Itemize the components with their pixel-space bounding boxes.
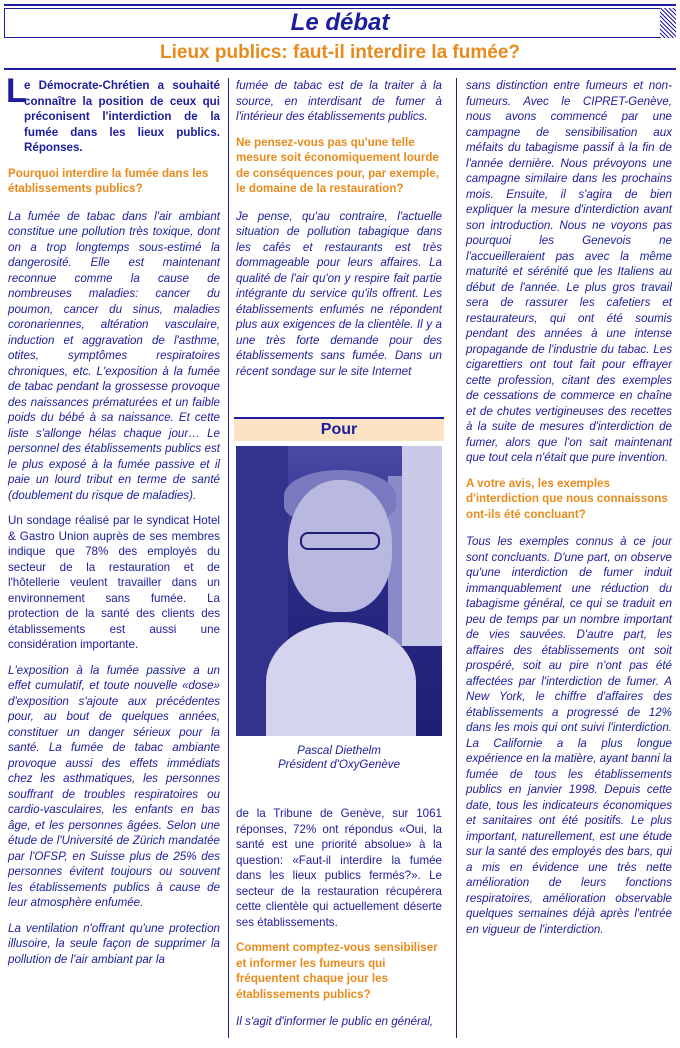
column-divider-2: [456, 78, 457, 1038]
headline-rule: [4, 68, 676, 70]
question-1: Pourquoi interdire la fumée dans les établissements publics?: [8, 166, 209, 195]
intro-paragraph: [6, 72, 220, 156]
question-4: A votre avis, les exemples d'interdiction que nous connaissons ont-ils été concluant?: [466, 476, 668, 521]
photo-book: [402, 446, 442, 646]
top-rule: [4, 4, 676, 6]
drop-cap: L: [6, 72, 27, 110]
answer-1-paragraph-4: La ventilation n'offrant qu'une protection illusoire, la seule façon de supprimer la pollution de l'air ambiant par la: [8, 921, 220, 966]
photo-caption: [236, 744, 442, 772]
pour-label: Pour: [320, 421, 358, 438]
question-2: Ne pensez-vous pas qu'une telle mesure soit économiquement lourde de conséquences pour, par exemple, le domaine de la restauration?: [236, 135, 439, 195]
column-2: [236, 78, 442, 389]
column-divider-1: [228, 78, 229, 1038]
section-header: [4, 8, 676, 38]
photo-shirt: [266, 622, 416, 736]
answer-4-paragraph-1: Tous les exemples connus à ce jour sont concluants. D'une part, on observe qu'une interdiction de fumer induit immanquablement une réduction du tabagisme général, ce qui se traduit en peu de temps par un nombre important de vies sauvées. D'autre part, les affaires des établissements ont soit prospéré, soit au pire n'ont pas été affectées par l'interdiction de fumer. A New York, le chiffre d'affaires des établissements a progressé de 12% dans les mois qui ont suivi l'interdiction. La Californie a la plus longue expérience en la matière, ayant banni la fumée de tous les établissements publics en janvier 1998. Depuis cette date, tous les indicateurs économiques et sanitaires ont été positifs. Le plus important, naturellement, est une étude sur la santé des employés des bars, qui a mis en évidence une très nette amélioration de leurs fonctions respiratoires, amélioration observable quelques semaines déjà après l'entrée en vigueur de l'interdiction.: [466, 535, 672, 936]
header-stripes-decoration: [660, 8, 676, 38]
column-1: [6, 72, 220, 977]
answer-3-paragraph-1: Il s'agit d'informer le public en général,: [236, 1015, 434, 1028]
caption-name: Pascal Diethelm: [297, 744, 381, 757]
column-2-lower: [236, 806, 442, 1040]
answer-2-paragraph-2: de la Tribune de Genève, sur 1061 réponses, 72% ont répondus «Oui, la santé est une priorité absolue» à la question: «Faut-il interdire la fumée dans les lieux publics fermés?». Le secteur de la restauration récupérera cette clientèle qui actuellement déserte ses établissements.: [236, 807, 442, 929]
answer-1-paragraph-3: L'exposition à la fumée passive a un effet cumulatif, et toute nouvelle «dose» d'exposition s'ajoute aux précédentes pour, au bout de quelques années, constituer un danger sérieux pour la santé. La fumée de tabac ambiante provoque aussi des effets immédiats chez les asthmatiques, les personnes souffrant de troubles respiratoires ou cardio-vasculaires, les enfants en bas âge, et les personnes âgées. Selon une étude de l'Université de Zürich mandatée par l'OFSP, en Suisse plus de 25% des personnes évitent toujours ou souvent les établissements publics à cause de leur atmosphère enfumée.: [8, 663, 220, 909]
answer-1-paragraph-2: Un sondage réalisé par le syndicat Hotel & Gastro Union auprès de ses membres indique que 78% des employés du secteur de la restauration et de l'hôtellerie veulent travailler dans un environnement sans fumée. La protection de la santé des clients des établissements est aussi une considération importante.: [8, 514, 220, 651]
answer-3-paragraph-2: sans distinction entre fumeurs et non-fumeurs. Avec le CIPRET-Genève, nous avons commencé par une campagne de sensibilisation aux méfaits du tabagisme passif à la fin de l'année dernière. Nous prévoyons une campagne similaire dans les prochains mois. Ensuite, il s'agira de bien expliquer la mesure d'interdiction avant son introduction. Nous ne voyons pas pourquoi les Genevois ne l'accueilleraient pas avec la même maturité et sérénité que les Italiens au début de l'année. Le plus gros travail sera de rassurer les cafetiers et restaurateurs, qui ont été soumis pendant des années à une intense propagande de l'industrie du tabac. Les cigarettiers ont tout fait pour effrayer cette profession, citant des exemples de cessations de commerce en chaîne et de chutes vertigineuses des recettes à la suite de mesures d'interdiction de fumer, alors que l'on sait maintenant que tout cela n'était que pure invention.: [466, 79, 672, 464]
photo-glasses: [300, 532, 380, 550]
section-title: Le débat: [290, 9, 390, 36]
answer-1-paragraph-1: La fumée de tabac dans l'air ambiant constitue une pollution très toxique, dont on a trop longtemps sous-estimé la dangerosité. Elle est maintenant reconnue comme la cause de nombreuses maladies: cancer du poumon, cancer du sinus, maladies coronariennes, altération vasculaire, induction et aggravation de l'asthme, otites, symptômes respiratoires chroniques, etc. L'exposition à la fumée de tabac pendant la grossesse provoque des naissances prématurées et un faible poids du bébé à sa naissance. Et cette liste s'allonge hélas chaque jour… Le personnel des établissements publics est le plus exposé à la fumée passive et il paie un lourd tribut en terme de santé (doublement du risque de maladies).: [8, 209, 220, 502]
portrait-photo: [236, 446, 442, 736]
question-3: Comment comptez-vous sensibiliser et informer les fumeurs qui fréquentent chaque jour les établissements publics?: [236, 941, 438, 1001]
answer-1-continued: fumée de tabac est de la traiter à la source, en interdisant de fumer à l'intérieur des établissements publics.: [236, 79, 442, 123]
intro-text: e Démocrate-Chrétien a souhaité connaître la position de ceux qui préconisent l'interdiction de la fumée dans les lieux publics. Réponses.: [24, 79, 220, 154]
column-3: [466, 78, 672, 947]
article-headline: Lieux publics: faut-il interdire la fumée?: [160, 42, 520, 63]
answer-2-paragraph-1: Je pense, qu'au contraire, l'actuelle situation de pollution tabagique dans les cafés et restaurants est très dommageable pour leurs affaires. La qualité de l'air qu'on y respire fait partie intégrante du service qu'ils offrent. Les établissements enfumés ne répondent plus aux exigences de la clientèle. Il y a une très forte demande pour des établissements sans fumée. Dans un récent sondage sur le site Internet: [236, 209, 442, 378]
caption-role: Président d'OxyGenève: [277, 758, 401, 771]
pour-banner: [234, 417, 444, 441]
